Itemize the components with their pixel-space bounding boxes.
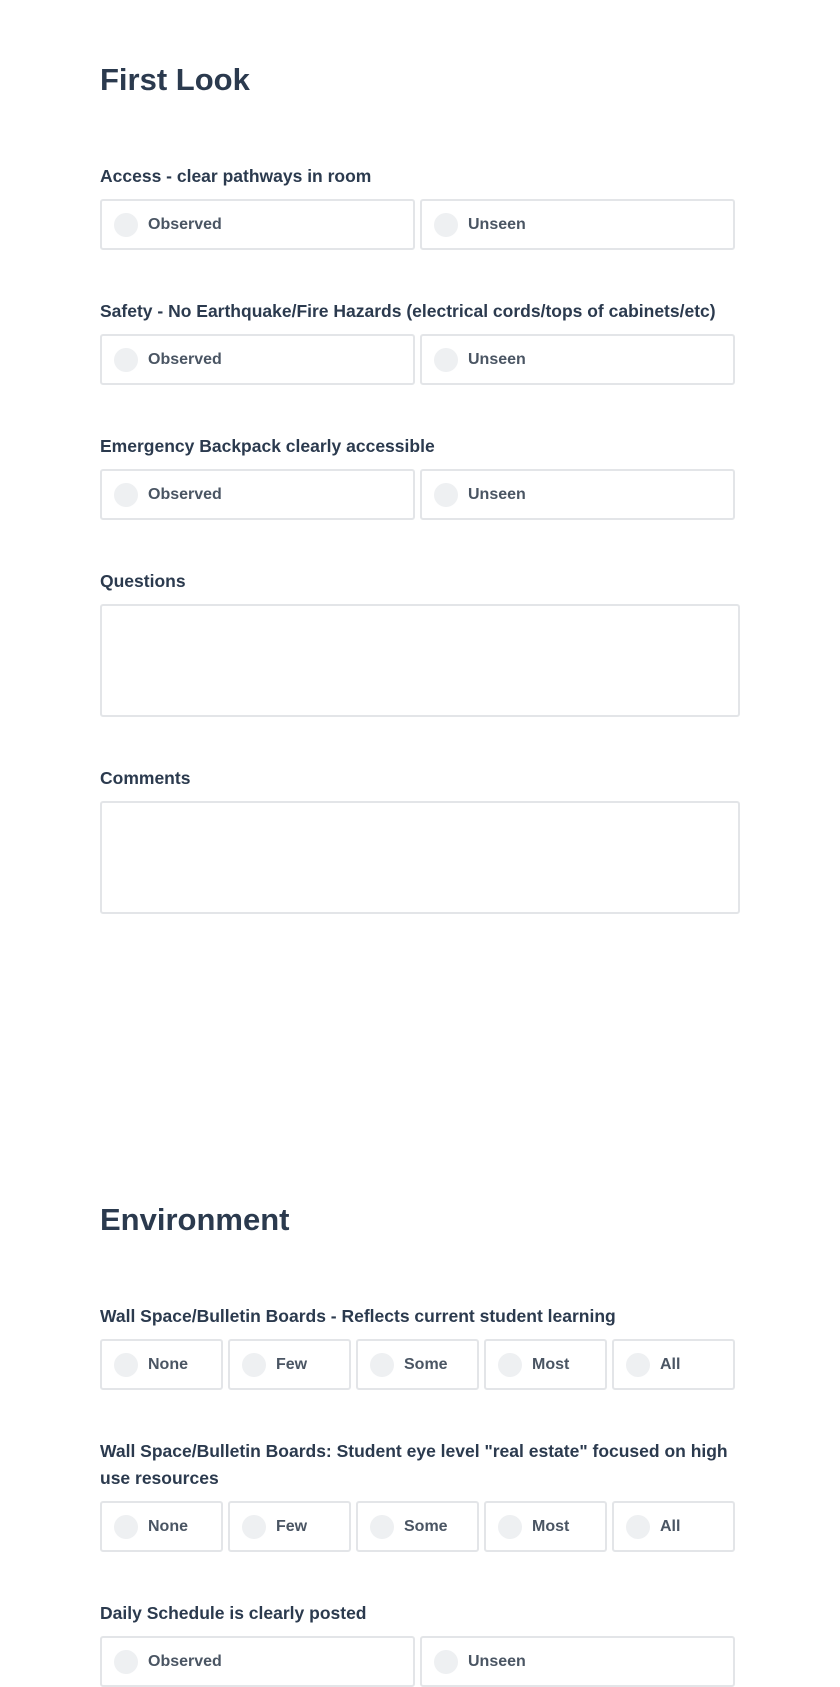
radio-circle-icon[interactable] <box>114 1353 138 1377</box>
option-label: Some <box>404 1355 448 1373</box>
radio-circle-icon[interactable] <box>242 1353 266 1377</box>
radio-circle-icon[interactable] <box>114 1650 138 1674</box>
section-title-first-look: First Look <box>100 62 250 97</box>
options-wall-space-learning <box>100 1339 735 1390</box>
options-emergency-backpack <box>100 469 735 520</box>
radio-circle-icon[interactable] <box>114 483 138 507</box>
radio-circle-icon[interactable] <box>114 348 138 372</box>
option-label: Observed <box>148 1652 222 1670</box>
option-label: Few <box>276 1517 308 1535</box>
question-label-emergency-backpack: Emergency Backpack clearly accessible <box>100 436 435 456</box>
option-label: Unseen <box>468 215 526 233</box>
radio-circle-icon[interactable] <box>114 1515 138 1539</box>
option-observed[interactable] <box>100 1636 415 1687</box>
option-some[interactable] <box>356 1339 479 1390</box>
radio-circle-icon[interactable] <box>434 483 458 507</box>
radio-circle-icon[interactable] <box>498 1353 522 1377</box>
option-observed[interactable] <box>100 334 415 385</box>
option-unseen[interactable] <box>420 1636 735 1687</box>
option-few[interactable] <box>228 1501 351 1552</box>
question-label-safety: Safety - No Earthquake/Fire Hazards (electrical cords/tops of cabinets/etc) <box>100 301 716 321</box>
question-label-access: Access - clear pathways in room <box>100 166 372 186</box>
radio-circle-icon[interactable] <box>370 1515 394 1539</box>
option-observed[interactable] <box>100 469 415 520</box>
questions-textarea[interactable] <box>100 604 740 717</box>
option-all[interactable] <box>612 1339 735 1390</box>
options-safety <box>100 334 735 385</box>
option-observed[interactable] <box>100 199 415 250</box>
option-label: Unseen <box>468 350 526 368</box>
option-unseen[interactable] <box>420 334 735 385</box>
radio-circle-icon[interactable] <box>370 1353 394 1377</box>
options-access <box>100 199 735 250</box>
section-title-environment: Environment <box>100 1202 290 1237</box>
option-label: None <box>148 1355 188 1373</box>
option-some[interactable] <box>356 1501 479 1552</box>
comments-textarea[interactable] <box>100 801 740 914</box>
option-label: All <box>660 1517 681 1535</box>
radio-circle-icon[interactable] <box>498 1515 522 1539</box>
radio-circle-icon[interactable] <box>242 1515 266 1539</box>
option-label: Observed <box>148 350 222 368</box>
option-most[interactable] <box>484 1339 607 1390</box>
option-label: Unseen <box>468 485 526 503</box>
radio-circle-icon[interactable] <box>114 213 138 237</box>
radio-circle-icon[interactable] <box>434 348 458 372</box>
option-unseen[interactable] <box>420 199 735 250</box>
option-none[interactable] <box>100 1501 223 1552</box>
question-label-wall-space-eye-level: Wall Space/Bulletin Boards: Student eye level "real estate" focused on high use resources <box>100 1441 728 1488</box>
radio-circle-icon[interactable] <box>434 1650 458 1674</box>
option-label: Observed <box>148 485 222 503</box>
option-label: Most <box>532 1355 570 1373</box>
question-label-wall-space-learning: Wall Space/Bulletin Boards - Reflects current student learning <box>100 1306 616 1326</box>
comments-field-label: Comments <box>100 768 191 788</box>
option-few[interactable] <box>228 1339 351 1390</box>
option-label: None <box>148 1517 188 1535</box>
option-most[interactable] <box>484 1501 607 1552</box>
question-label-daily-schedule: Daily Schedule is clearly posted <box>100 1603 367 1623</box>
option-label: Some <box>404 1517 448 1535</box>
options-wall-space-eye-level <box>100 1501 735 1552</box>
option-label: Few <box>276 1355 308 1373</box>
option-none[interactable] <box>100 1339 223 1390</box>
radio-circle-icon[interactable] <box>434 213 458 237</box>
option-label: Unseen <box>468 1652 526 1670</box>
radio-circle-icon[interactable] <box>626 1353 650 1377</box>
option-label: Most <box>532 1517 570 1535</box>
options-daily-schedule <box>100 1636 735 1687</box>
option-unseen[interactable] <box>420 469 735 520</box>
radio-circle-icon[interactable] <box>626 1515 650 1539</box>
option-all[interactable] <box>612 1501 735 1552</box>
questions-field-label: Questions <box>100 571 186 591</box>
option-label: Observed <box>148 215 222 233</box>
option-label: All <box>660 1355 681 1373</box>
